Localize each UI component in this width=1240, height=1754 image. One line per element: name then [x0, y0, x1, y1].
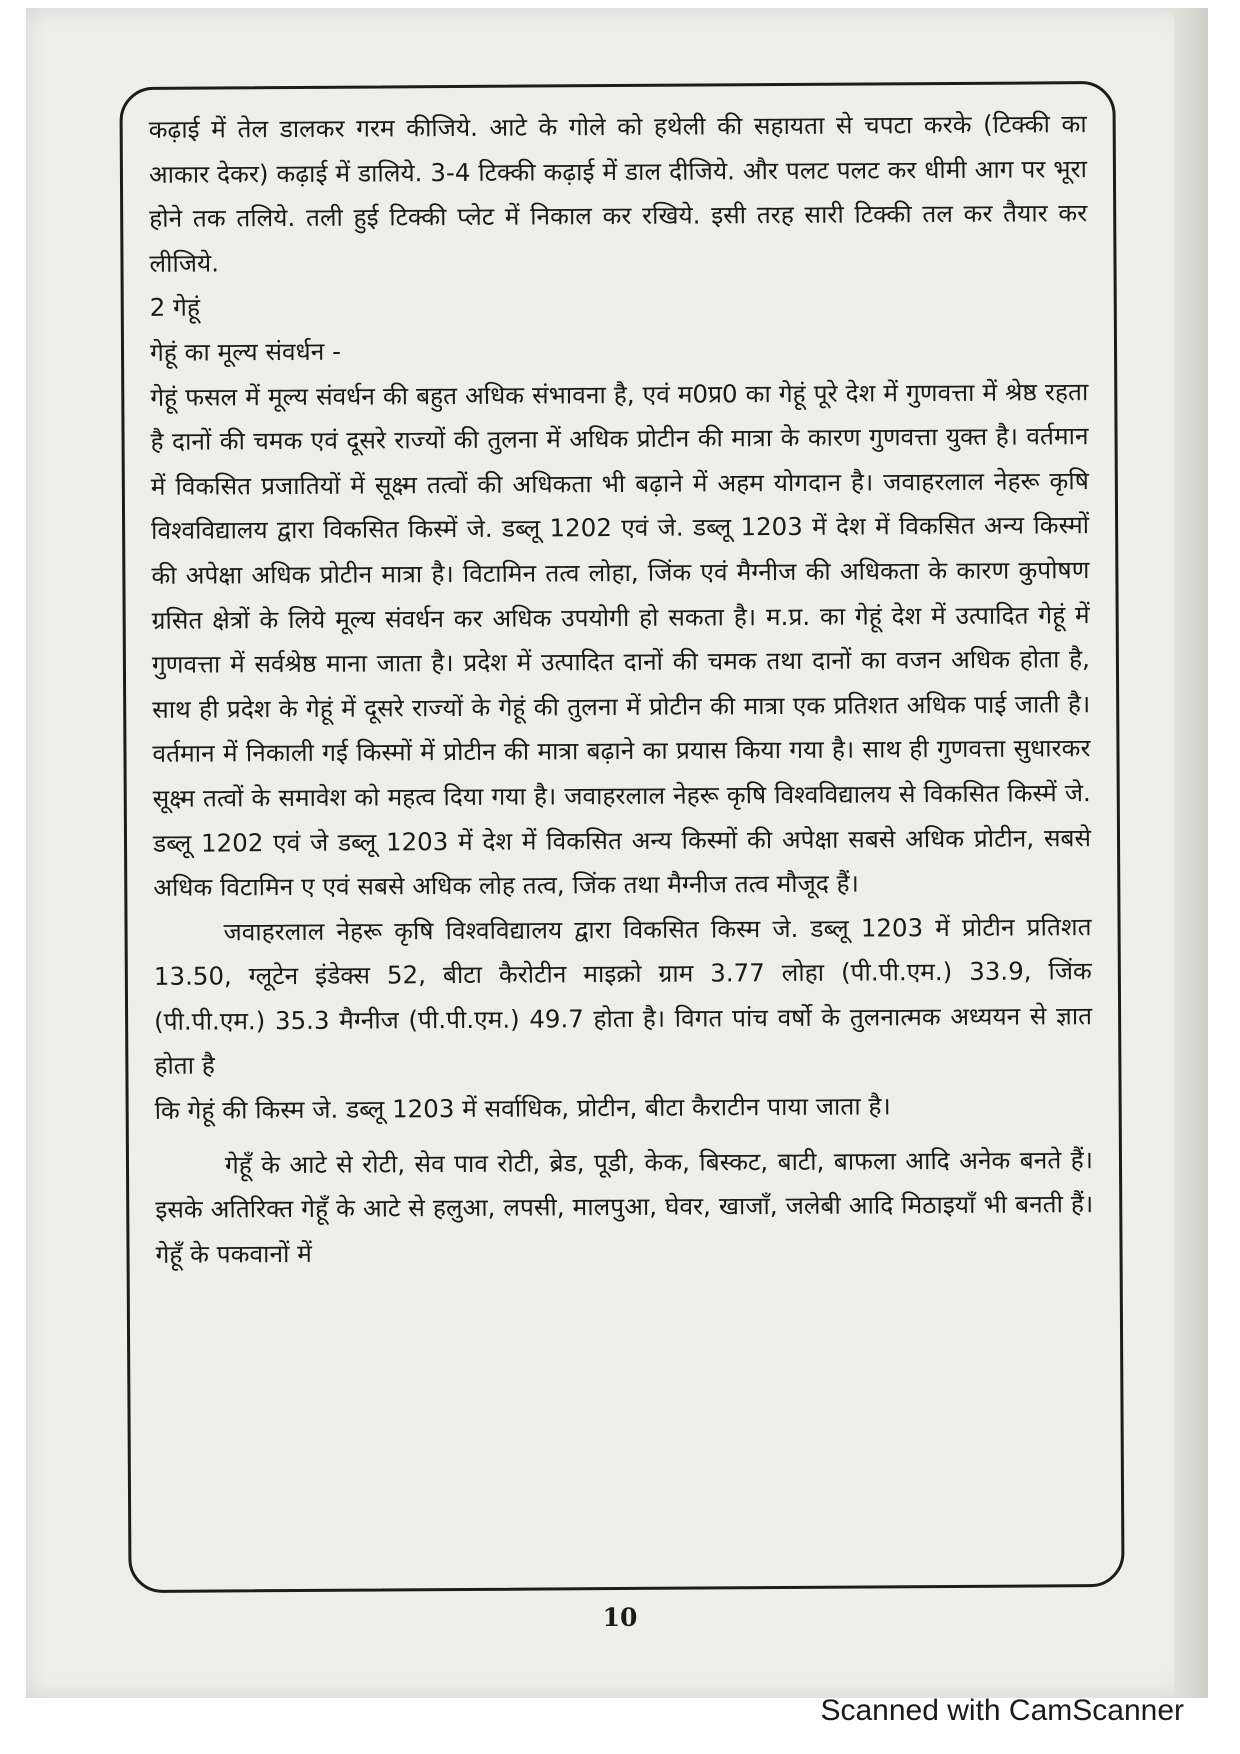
paragraph-wheat-products: गेहूँ के आटे से रोटी, सेव पाव रोटी, ब्रेड, पूडी, केक, बिस्कट, बाटी, बाफला आदि अनेक बनते हैं। इसके अतिरिक्त गेहूँ के आटे से हलुआ, लपसी, मालपुआ, घेवर, खाजाँ, जलेबी आदि मिठाइयाँ भी बनती हैं। गेहूँ के पकवानों में	[155, 1144, 1094, 1269]
paragraph-jw1203-conclusion: कि गेहूं की किस्म जे. डब्लू 1203 में सर्वाधिक, प्रोटीन, बीटा कैराटीन पाया जाता है।	[154, 1091, 891, 1125]
page-number: 10	[602, 1603, 638, 1632]
paragraph-tikki-frying: कढ़ाई में तेल डालकर गरम कीजिये. आटे के गोले को हथेली की सहायता से चपटा करके (टिक्की का आकार देकर) कढ़ाई में डालिये. 3-4 टिक्की कढ़ाई में डाल दीजिये. और पलट पलट कर धीमी आग पर भूरा होने तक तलिये. तली हुई टिक्की प्लेट में निकाल कर रखिये. इसी तरह सारी टिक्की तल कर तैयार कर लीजिये.	[148, 109, 1088, 278]
camscanner-watermark: Scanned with CamScanner	[820, 1694, 1184, 1727]
paragraph-jw1203-nutrients: जवाहरलाल नेहरू कृषि विश्वविद्यालय द्वारा विकसित किस्म जे. डब्लू 1203 में प्रोटीन प्रतिशत 13.50, ग्लूटेन इंडेक्स 52, बीटा कैरोटीन माइक्रो ग्राम 3.77 लोहा (पी.पी.एम.) 33.9, जिंक (पी.पी.एम.) 35.3 मैग्नीज (पी.पी.एम.) 49.7 होता है। विगत पांच वर्षो के तुलनात्मक अध्ययन से ज्ञात होता है	[153, 911, 1093, 1081]
section-number: 2 गेहूं	[149, 292, 201, 323]
paragraph-wheat-value-addition: गेहूं फसल में मूल्य संवर्धन की बहुत अधिक संभावना है, एवं म0प्र0 का गेहूं पूरे देश में गुणवत्ता में श्रेष्ठ रहता है दानों की चमक एवं दूसरे राज्यों की तुलना में अधिक प्रोटीन की मात्रा के कारण गुणवत्ता युक्त है। वर्तमान में विकसित प्रजातियों में सूक्ष्म तत्वों की अधिकता भी बढ़ाने में अहम योगदान है। जवाहरलाल नेहरू कृषि विश्वविद्यालय द्वारा विकसित किस्में जे. डब्लू 1202 एवं जे. डब्लू 1203 में देश में विकसित अन्य किस्मों की अपेक्षा अधिक प्रोटीन मात्रा है। विटामिन तत्व लोहा, जिंक एवं मैग्नीज की अधिकता के कारण कुपोषण ग्रसित क्षेत्रों के लिये मूल्य संवर्धन कर अधिक उपयोगी हो सकता है। म.प्र. का गेहूं देश में उत्पादित गेहूं में गुणवत्ता में सर्वश्रेष्ठ माना जाता है। प्रदेश में उत्पादित दानों की चमक तथा दानों का वजन अधिक होता है, साथ ही प्रदेश के गेहूं में दूसरे राज्यों के गेहूं की तुलना में प्रोटीन की मात्रा एक प्रतिशत अधिक पाई जाती है। वर्तमान में निकाली गई किस्मों में प्रोटीन की मात्रा बढ़ाने का प्रयास किया गया है। साथ ही गुणवत्ता सुधारकर सूक्ष्म तत्वों के समावेश को महत्व दिया गया है। जवाहरलाल नेहरू कृषि विश्वविद्यालय से विकसित किस्में जे. डब्लू 1202 एवं जे डब्लू 1203 में देश में विकसित अन्य किस्मों की अपेक्षा सबसे अधिक प्रोटीन, सबसे अधिक विटामिन ए एवं सबसे अधिक लोह तत्व, जिंक तथा मैग्नीज तत्व मौजूद हैं।	[150, 376, 1092, 902]
book-spine-shadow	[1174, 8, 1208, 1698]
bordered-text-box	[119, 81, 1124, 1593]
section-heading: गेहूं का मूल्य संवर्धन -	[149, 336, 341, 367]
